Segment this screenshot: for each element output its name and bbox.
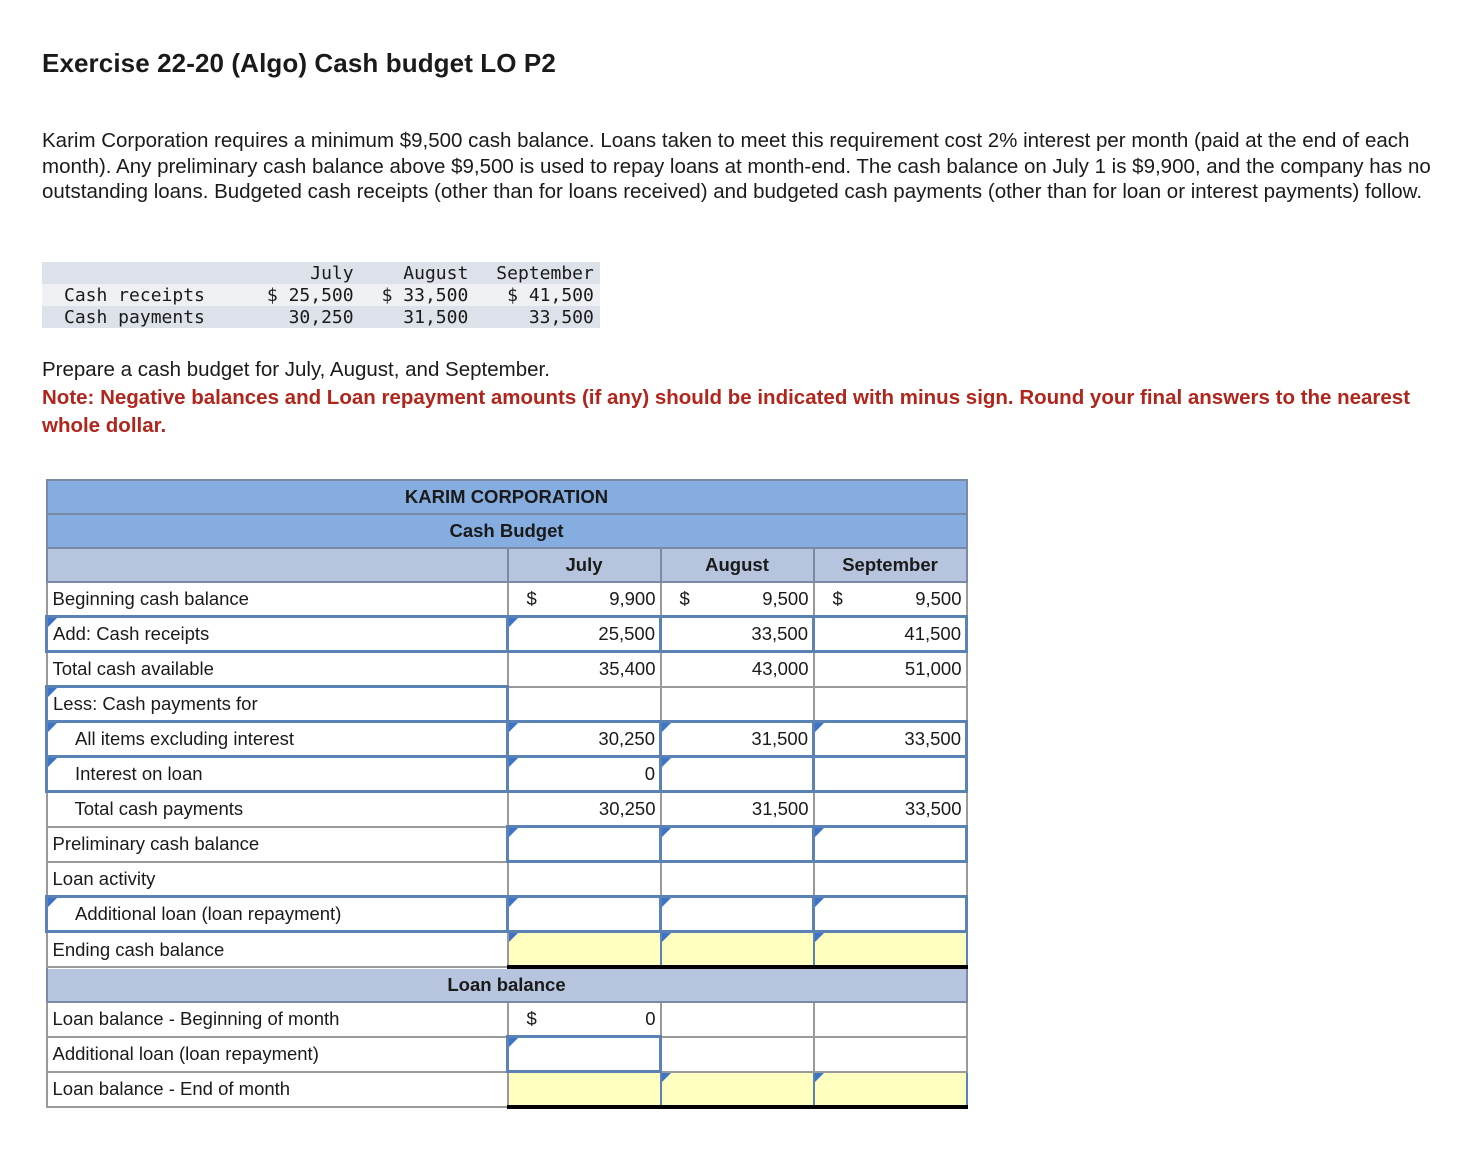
row-loan-end bbox=[47, 1072, 967, 1108]
row-label: Beginning cash balance bbox=[47, 582, 508, 617]
row-less-payments bbox=[47, 687, 967, 722]
input-interest-august[interactable] bbox=[661, 757, 814, 792]
given-row-label: Cash receipts bbox=[42, 284, 245, 306]
row-label: Loan balance - Beginning of month bbox=[47, 1002, 508, 1037]
input-receipts-september[interactable]: 41,500 bbox=[814, 617, 967, 652]
input-loan-end-august[interactable] bbox=[661, 1072, 814, 1108]
page-title: Exercise 22-20 (Algo) Cash budget LO P2 bbox=[42, 48, 556, 78]
company-name: KARIM CORPORATION bbox=[47, 480, 967, 514]
row-additional-loan bbox=[47, 897, 967, 932]
cell-total-payments-july: 30,250 bbox=[508, 792, 661, 827]
row-label: Preliminary cash balance bbox=[47, 827, 508, 862]
row-total-payments bbox=[47, 792, 967, 827]
input-all-items-july[interactable]: 30,250 bbox=[508, 722, 661, 757]
budget-heading: Cash Budget bbox=[47, 514, 967, 548]
instruction: Prepare a cash budget for July, August, and September. bbox=[42, 358, 550, 381]
input-all-items-august[interactable]: 31,500 bbox=[661, 722, 814, 757]
given-month-august: August bbox=[360, 262, 475, 284]
row-interest bbox=[47, 757, 967, 792]
row-label: Loan activity bbox=[47, 862, 508, 897]
cell-loan-additional-september bbox=[814, 1037, 967, 1072]
input-interest-july[interactable]: 0 bbox=[508, 757, 661, 792]
cell-total-available-july: 35,400 bbox=[508, 652, 661, 687]
problem-description: Karim Corporation requires a minimum $9,500 cash balance. Loans taken to meet this requirement cost 2% interest per month (paid at the end of each month). Any preliminary cash balance above $9,500 is used to repay loans at month-end. The cash balance on July 1 is $9,900, and the company has no outstanding loans. Budgeted cash receipts (other than for loans received) and budgeted cash payments (other than for loan or interest payments) follow. bbox=[42, 129, 1431, 204]
row-loan-activity bbox=[47, 862, 967, 897]
row-label: Total cash available bbox=[47, 652, 508, 687]
input-preliminary-july[interactable] bbox=[508, 827, 661, 862]
column-header-july: July bbox=[508, 548, 661, 582]
input-receipts-july[interactable]: 25,500 bbox=[508, 617, 661, 652]
input-preliminary-august[interactable] bbox=[661, 827, 814, 862]
column-header-august: August bbox=[661, 548, 814, 582]
cell-loan-additional-august bbox=[661, 1037, 814, 1072]
row-label: Total cash payments bbox=[47, 792, 508, 827]
row-total-available bbox=[47, 652, 967, 687]
row-label: Loan balance - End of month bbox=[47, 1072, 508, 1108]
row-all-items bbox=[47, 722, 967, 757]
input-ending-august[interactable] bbox=[661, 932, 814, 968]
input-loan-additional-july[interactable] bbox=[508, 1037, 661, 1072]
input-all-items-september[interactable]: 33,500 bbox=[814, 722, 967, 757]
given-data-table bbox=[42, 262, 600, 328]
input-receipts-august[interactable]: 33,500 bbox=[661, 617, 814, 652]
cell-total-available-august: 43,000 bbox=[661, 652, 814, 687]
cell-beginning-july: $ 9,900 bbox=[508, 582, 661, 617]
input-loan-end-september[interactable] bbox=[814, 1072, 967, 1108]
input-ending-september[interactable] bbox=[814, 932, 967, 968]
input-additional-loan-august[interactable] bbox=[661, 897, 814, 932]
row-label-select[interactable]: Interest on loan bbox=[47, 757, 508, 792]
row-cash-receipts bbox=[47, 617, 967, 652]
cell-loan-beginning-july: $ 0 bbox=[508, 1002, 661, 1037]
cash-budget-table bbox=[45, 479, 968, 1109]
row-label-select[interactable]: Additional loan (loan repayment) bbox=[47, 897, 508, 932]
given-month-july: July bbox=[245, 262, 360, 284]
row-loan-additional bbox=[47, 1037, 967, 1072]
cell-total-payments-september: 33,500 bbox=[814, 792, 967, 827]
input-interest-september[interactable] bbox=[814, 757, 967, 792]
cell-loan-beginning-september bbox=[814, 1002, 967, 1037]
cell-beginning-september: $ 9,500 bbox=[814, 582, 967, 617]
input-preliminary-september[interactable] bbox=[814, 827, 967, 862]
row-label: Additional loan (loan repayment) bbox=[47, 1037, 508, 1072]
cell-total-payments-august: 31,500 bbox=[661, 792, 814, 827]
cell-beginning-august: $ 9,500 bbox=[661, 582, 814, 617]
row-label-select[interactable]: Less: Cash payments for bbox=[47, 687, 508, 722]
row-loan-beginning bbox=[47, 1002, 967, 1037]
row-beginning-cash bbox=[47, 582, 967, 617]
input-additional-loan-september[interactable] bbox=[814, 897, 967, 932]
cell-total-available-september: 51,000 bbox=[814, 652, 967, 687]
loan-balance-heading: Loan balance bbox=[47, 967, 967, 1002]
given-row-receipts: Cash receipts $ 25,500 $ 33,500 $ 41,500 bbox=[42, 284, 600, 306]
row-label-select[interactable]: All items excluding interest bbox=[47, 722, 508, 757]
input-loan-end-july[interactable] bbox=[508, 1072, 661, 1108]
input-ending-july[interactable] bbox=[508, 932, 661, 968]
given-row-payments: Cash payments 30,250 31,500 33,500 bbox=[42, 306, 600, 328]
row-ending-cash bbox=[47, 932, 967, 968]
row-label-select[interactable]: Add: Cash receipts bbox=[47, 617, 508, 652]
given-month-september: September bbox=[474, 262, 600, 284]
row-preliminary bbox=[47, 827, 967, 862]
note-text: Note: Negative balances and Loan repayment amounts (if any) should be indicated with minus sign. Round your final answers to the nearest whole dollar. bbox=[42, 386, 1411, 437]
given-row-label: Cash payments bbox=[42, 306, 245, 328]
column-header-september: September bbox=[814, 548, 967, 582]
cell-loan-beginning-august bbox=[661, 1002, 814, 1037]
input-additional-loan-july[interactable] bbox=[508, 897, 661, 932]
row-label: Ending cash balance bbox=[47, 932, 508, 968]
